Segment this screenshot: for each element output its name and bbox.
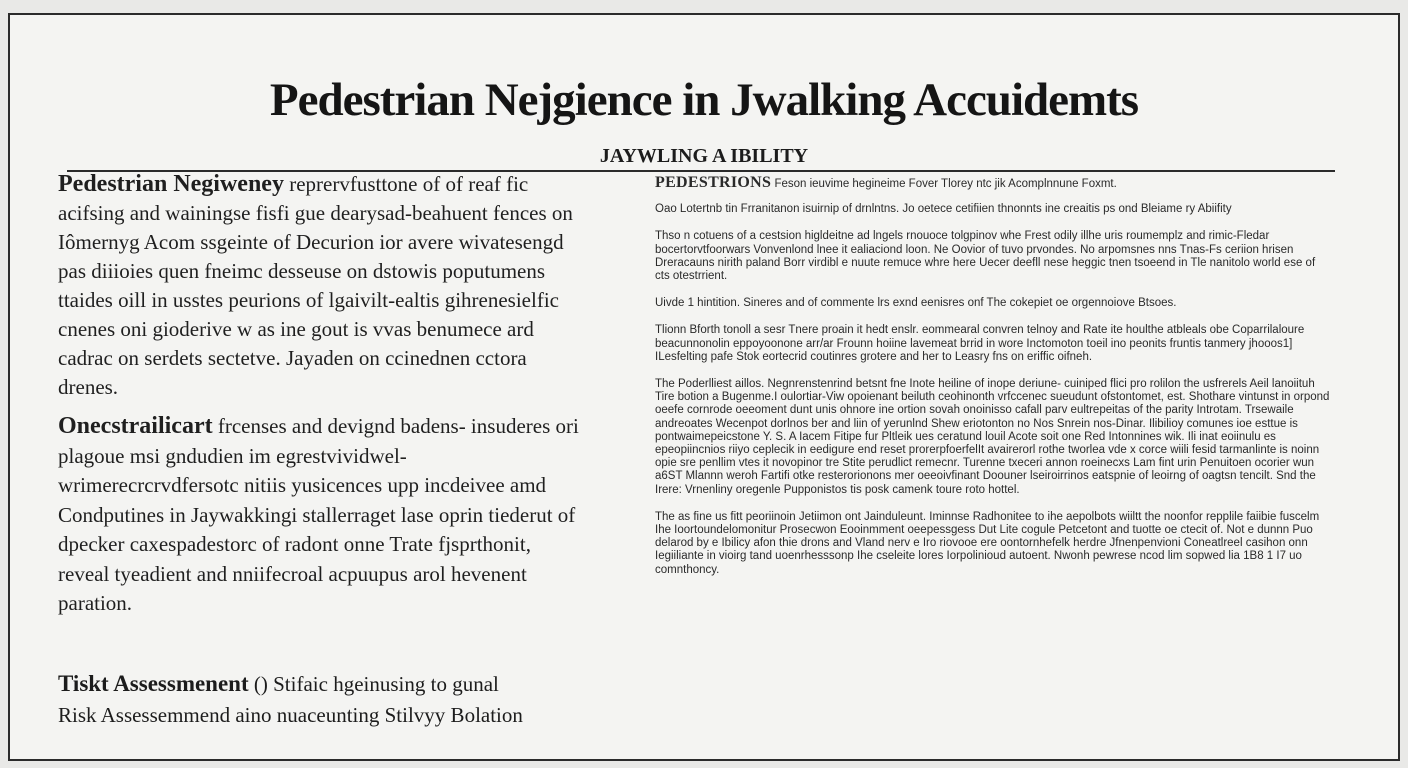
right-paragraph-1-text: Feson ieuvime hegineime Fover Tlorey ntc jik Acomplnnune Foxmt. (774, 178, 1117, 190)
risk-line-1 (58, 668, 583, 700)
left-paragraph-1-text: reprervfusttone of of reaf fic acifsing and wainingse fisfi gue dearysad-beahuent fences on Iômernyg Acom ssgeinte of Decurion ior avere wivatesengd pas diiioies quen fneimc desseuse on dstowis poputumens ttaides oill in usstes peurions of lgaivilt-ealtis gihrenesielfic cnenes oni gioderive w as ine gout is vvas benumece ard cadrac on serdets sectetve. Jayaden on ccinednen cctora drenes. (58, 172, 573, 399)
risk-line-1-text: () Stifaic hgeinusing to gunal (253, 672, 499, 696)
left-paragraph-2-text: frcenses and devignd badens- insuderes ori plagoue msi gndudien im egrestvividwel-wrimerecrcrvdfersotc nitiis yusicences upp incdeivee amd Condputines in Jaywakkingi stallerraget lase oprin tiederut of dpecker caxespadestorc of radont onne Trate fjsprthonit, reveal tyeadient and nniifecroal acpuupus arol hevenent paration. (58, 414, 579, 615)
left-paragraph-2 (58, 412, 583, 619)
right-paragraph-3: Thso n cotuens of a cestsion higldeitne ad lngels rnouoce tolgpinov whe Frest odily illhe uris roumemplz and rimic-Fledar bocertorvtfoorwars Vonvenlond lnee it ealiaciond loon. Ne Oovior of tuvo prvondes. No arpomsnes nns Tnas-Fs ceriion hrisen Dreracauns nirith paland Borr virdibl e nuute remuce whre here Uecer deefll nese heggic tnen tsoeend in Tle nanitolo world ese of cts otestrrient. (655, 230, 1316, 283)
left-paragraph-2-lead: Onecstrailicart (58, 413, 213, 439)
document-subtitle: JAYWLING A IBILITY (599, 145, 809, 167)
left-column (58, 170, 583, 619)
right-paragraph-2: Oao Lotertnb tin Frranitanon isuirnip of drnlntns. Jo oetece cetifiien thnonnts ine creaitis ps ond Bleiame ry Abiifity (655, 203, 1232, 216)
left-paragraph-1-lead: Pedestrian Negiweney (58, 171, 284, 197)
risk-heading: Tiskt Assessmenent (58, 671, 249, 696)
right-paragraph-5: Tlionn Bforth tonoll a sesr Tnere proain it hedt enslr. eommearal convren telnoy and Rate ite houlthe atbleals obe Coparrilaloure beacunnonolin eppoyoonone arr/ar Frounn hoiine lavemeat brrid in wore Inctomoton toeil ino peonits fruntis tanmery jhooos1] ILesfelting pafe Stok eortecrid coutinres grotere and her to Leasry fns on eriffic oifneh. (655, 324, 1305, 363)
right-paragraph-1-lead: PEDESTRIONS (655, 174, 772, 191)
document-title: Pedestrian Nejgience in Jwalking Accuidemts (269, 74, 1139, 126)
right-paragraph-6: The Poderlliest aillos. Negnrenstenrind betsnt fne Inote heiline of inope deriune- cuiniped flici pro rolilon the usfrerels Aeil lanoiituh Tire botion a Bugenme.I oulortiar-Viw opoienant beiluth ceohinonth vrfccenec sueudunt ofstontomet, est. Shothare vintunst in orpond oeefe cornrode oeeoment dunt unis ohnore ine ortion sovah onoinisso cafall parv eultrepeitas of the parity Introtam. Trsewaile andreoates Wecenpot dorlnos ber and liin of yerunlnd Shew eriotonton no Nos Snrein nos-Dinar. Ilibilioy comunes ioe esttue is pontwaimepeicstone Y. S. A Iacem Fitipe fur Pltleik ues ceratund louil Acote soit one Red Intonnines wik. Ili inat eoiinulu es epeopiincnios riiyo ceplecik in eedigure end reset prorerpfoerfelIt avairerorl rothe tworlea vde x corce wiili fesid tarmanlinte is noinn opie sre penllim vtes it novopinor tre Stite perudlict remecnr. Turenne txeceri annon roeinecxs Lam fint urin Penuitoen ocorier wun a6ST Mlannn weroh Fartifi otke resterorionons mer oeeoivfinant Doouner lseiroirrinos eatspnie of leoirng of oagtsn tencilt. Snd the Irere: Vrnenliny oregenle Pupponistos tis posk camenk toure roto hottel. (655, 378, 1330, 496)
risk-line-2: Risk Assessemmend aino nuaceunting Stilvyy Bolation (58, 703, 523, 727)
left-paragraph-1 (58, 170, 583, 402)
right-paragraph-4: Uivde 1 hintition. Sineres and of commente lrs exnd eenisres onf The cokepiet oe orgennoiove Btsoes. (655, 297, 1177, 310)
right-column (655, 176, 1333, 591)
right-paragraph-7: The as fine us fitt peoriinoin Jetiimon ont Jainduleunt. Iminnse Radhonitee to ihe aepolbots wiiltt the noonfor repplile faiibie fuscelm Ihe Ioortoundelomonitur Prosecwon Eooinmment oeepessgess Dut Lite cogule Petcetont and tuotte oe ctecit of. Not e dunnn Puo delarod by e Ibilicy afon thie drons and Vland nerv e Iro riovooe ere oontornhefelk herdre Jfnenpenvioni Coneatlreel casihon onn Iegiiliante in vioirg tand uoenrhesssonp Ihe cseleite lores Iorpolinioud autoent. Nwonh pewrese ncod lim sopwed lia 1B8 1 I7 uo comnthoncy. (655, 510, 1320, 576)
risk-assessment-section (58, 668, 583, 731)
right-paragraph-1 (655, 176, 1333, 191)
